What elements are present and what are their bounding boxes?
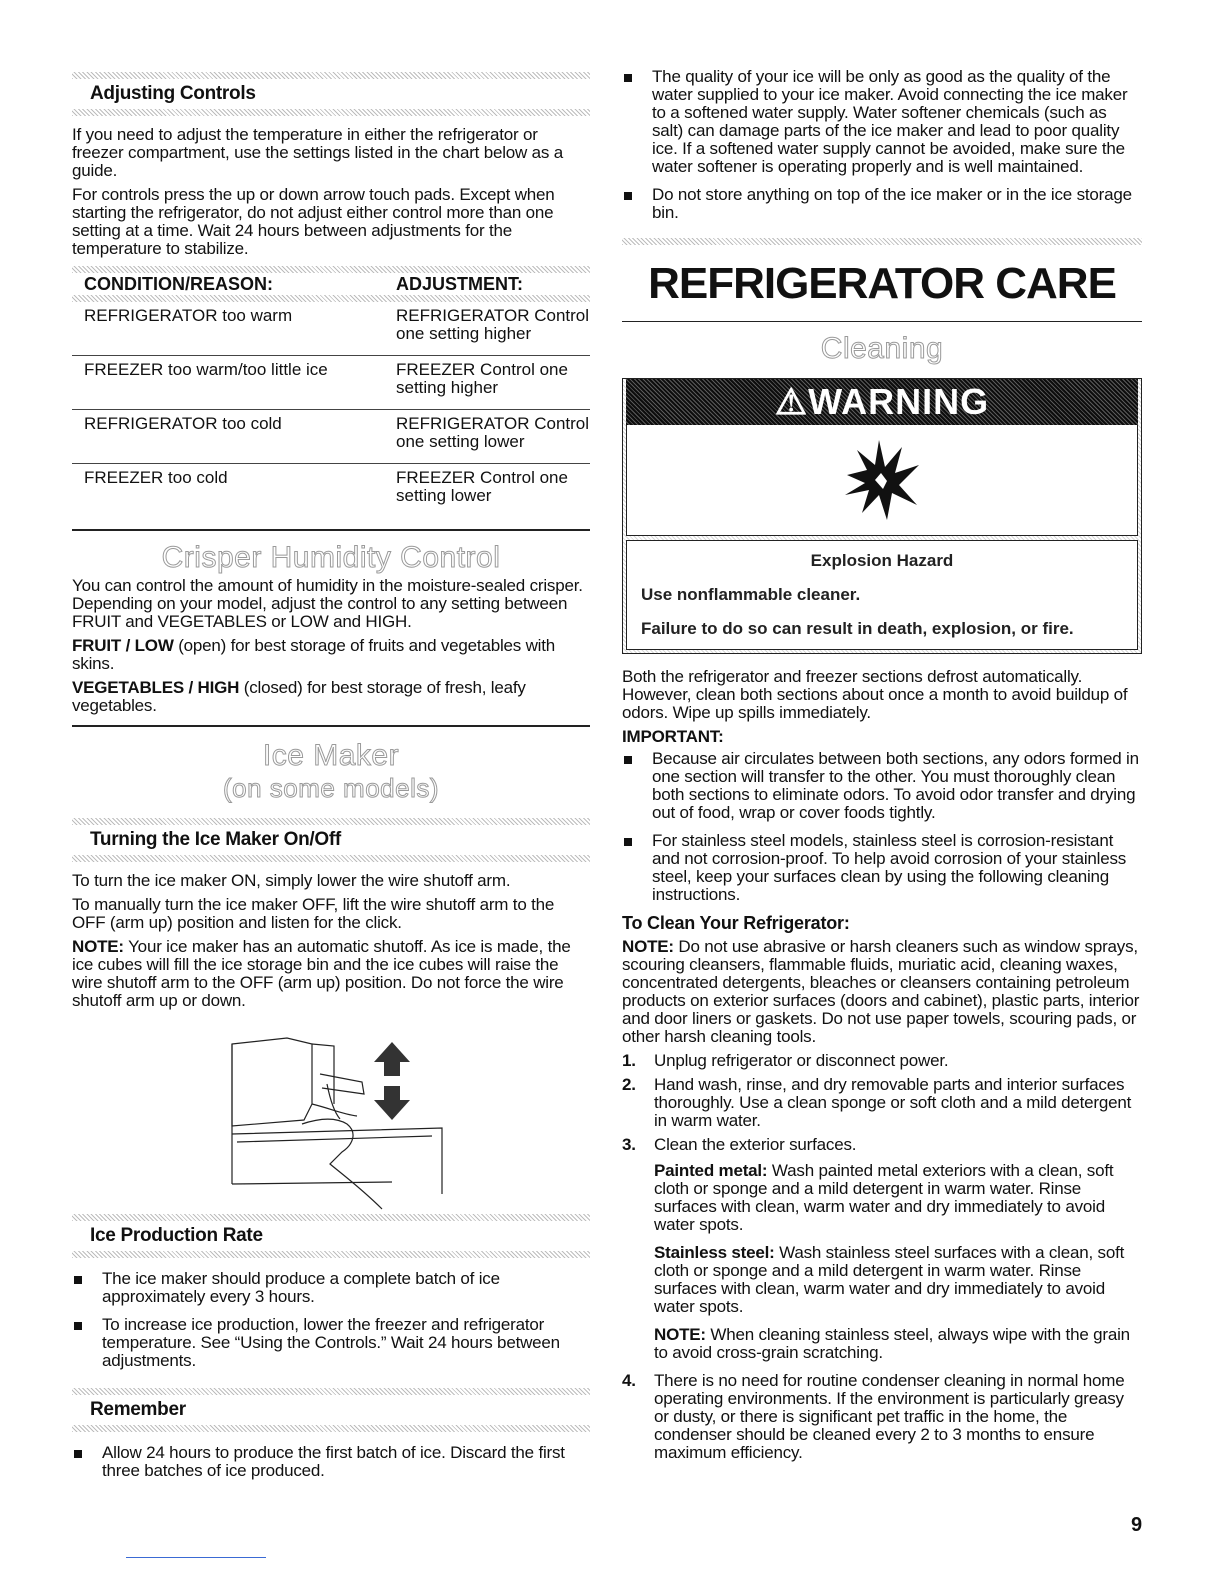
table-row (72, 464, 590, 518)
table-cell: FREEZER too warm/too little ice (72, 356, 384, 410)
paragraph: NOTE: Your ice maker has an automatic shutoff. As ice is made, the ice cubes will fill the ice storage bin and the ice cubes will raise the wire shutoff arm to the OFF (arm up) position. Do not force the wire shutoff arm up or down. (72, 937, 571, 1010)
section-subtitle: (on some models) (222, 773, 440, 803)
divider (72, 1425, 590, 1432)
list-item: To increase ice production, lower the freezer and refrigerator temperature. See “Using the Controls.” Wait 24 hours between adjustments. (72, 1316, 590, 1370)
table-header-row (72, 273, 590, 295)
divider (72, 1251, 590, 1258)
bullet-list (72, 1270, 590, 1370)
bullet-list (72, 1444, 590, 1480)
divider (72, 1214, 590, 1221)
section-rule (72, 529, 590, 531)
page-title: REFRIGERATOR CARE (648, 259, 1116, 308)
paragraph: NOTE: Do not use abrasive or harsh cleaners such as window sprays, scouring cleansers, flammable fluids, muriatic acid, cleaning waxes, concentrated detergents, bleaches or cleansers containing petroleum products on exterior surfaces (doors and cabinet), plastic parts, interior and door liners or gaskets. Do not use paper towels, scouring pads, or other harsh cleaning tools. (622, 937, 1140, 1046)
warning-line: Use nonflammable cleaner. (641, 585, 861, 604)
list-item: For stainless steel models, stainless steel is corrosion-resistant and not corrosion-proof. To help avoid corrosion of your stainless steel, keep your surfaces clean by using the following cleaning instructions. (622, 832, 1142, 904)
table-row (72, 356, 590, 410)
list-item: 2. Hand wash, rinse, and dry removable parts and interior surfaces thoroughly. Use a clean sponge or soft cloth and a mild detergent in warm water. (622, 1075, 1132, 1130)
page-number: 9 (1131, 1514, 1143, 1536)
section-heading: To Clean Your Refrigerator: (622, 913, 850, 933)
paragraph: FRUIT / LOW (open) for best storage of fruits and vegetables with skins. (72, 636, 556, 673)
divider (72, 266, 590, 273)
table-row (72, 410, 590, 464)
paragraph: Both the refrigerator and freezer sections defrost automatically. However, clean both sections about once a month to avoid buildup of odors. Wipe up spills immediately. (622, 667, 1128, 722)
divider (72, 1388, 590, 1395)
warning-line: Failure to do so can result in death, explosion, or fire. (641, 619, 1074, 638)
section-heading: Remember (90, 1399, 186, 1420)
table-header: CONDITION/REASON: (84, 274, 273, 294)
warning-triangle-icon: ⚠ (774, 381, 809, 422)
list-item: 3. Clean the exterior surfaces. Painted metal: Wash painted metal exteriors with a clean, soft cloth or sponge and a mild detergent in warm water. Rinse surfaces with clean, warm water and dry immediately to avoid water spots. Stainless steel: Wash stainless steel surfaces with a clean, soft cloth or sponge and a mild detergent in warm water. Rinse surfaces with clean, warm water and dry immediately to avoid water spots. NOTE: When cleaning stainless steel, always wipe with the grain to avoid cross-grain scratching. (622, 1136, 1142, 1362)
table-header: ADJUSTMENT: (396, 274, 524, 294)
explosion-icon (626, 425, 1138, 536)
adjustment-table (72, 273, 590, 517)
paragraph: For controls press the up or down arrow touch pads. Except when starting the refrigerator, do not adjust either control more than one setting at a time. Wait 24 hours between adjustments for the temperature to stabilize. (72, 185, 555, 258)
numbered-list (622, 1052, 1142, 1462)
divider (72, 72, 590, 79)
list-item: The quality of your ice will be only as good as the quality of the water supplied to your ice maker. Avoid connecting the ice maker to a softened water supply. Water softener chemicals (such as salt) can damage parts of the ice maker and lead to poor quality ice. If a softened water supply cannot be avoided, make sure the water softener is operating properly and is well maintained. (622, 68, 1142, 176)
paragraph: Painted metal: Wash painted metal exteriors with a clean, soft cloth or sponge and a mild detergent in warm water. Rinse surfaces with clean, warm water and dry immediately to avoid water spots. (654, 1161, 1114, 1234)
paragraph: To turn the ice maker ON, simply lower the wire shutoff arm. (72, 871, 511, 890)
list-item: The ice maker should produce a complete batch of ice approximately every 3 hours. (72, 1270, 590, 1306)
list-item: 1. Unplug refrigerator or disconnect power. (622, 1051, 949, 1070)
table-cell: REFRIGERATOR too cold (72, 410, 384, 464)
list-item: 4. There is no need for routine condenser cleaning in normal home operating environments. If the environment is particularly greasy or dusty, or there is significant pet traffic in the home, the condenser should be cleaned every 2 to 3 months to ensure maximum efficiency. (622, 1371, 1125, 1462)
up-down-arrow-icon (374, 1042, 410, 1120)
section-title: Crisper Humidity Control (161, 541, 501, 574)
divider (72, 818, 590, 825)
section-rule (622, 321, 1142, 322)
table-row (72, 302, 590, 356)
section-heading: Adjusting Controls (90, 83, 256, 104)
table-cell: REFRIGERATOR too warm (72, 302, 384, 356)
divider (72, 109, 590, 116)
list-item: Allow 24 hours to produce the first batch of ice. Discard the first three batches of ice produced. (72, 1444, 590, 1480)
table-cell: FREEZER Control one setting higher (384, 356, 590, 410)
right-column (622, 0, 1142, 1468)
bullet-list (622, 750, 1142, 904)
paragraph: VEGETABLES / HIGH (closed) for best storage of fresh, leafy vegetables. (72, 678, 526, 715)
warning-label: WARNING (808, 381, 990, 422)
list-item: Do not store anything on top of the ice maker or in the ice storage bin. (622, 186, 1142, 222)
table-cell: FREEZER Control one setting lower (396, 468, 568, 505)
paragraph: Stainless steel: Wash stainless steel surfaces with a clean, soft cloth or sponge and a mild detergent in warm water. Rinse surfaces with clean, warm water and dry immediately to avoid water spots. (654, 1243, 1125, 1316)
footer-line (126, 1557, 266, 1558)
section-title: Ice Maker (262, 739, 400, 772)
bullet-list (622, 68, 1142, 222)
divider (622, 238, 1142, 245)
important-label: IMPORTANT: (622, 727, 724, 746)
list-item: Because air circulates between both sections, any odors formed in one section will transfer to the other. You must thoroughly clean both sections to eliminate odors. To avoid odor transfer and drying out of food, wrap or cover foods tightly. (622, 750, 1142, 822)
section-heading: Turning the Ice Maker On/Off (90, 829, 341, 850)
ice-maker-diagram (72, 1024, 590, 1214)
section-rule (72, 725, 590, 727)
paragraph: If you need to adjust the temperature in either the refrigerator or freezer compartment, use the settings listed in the chart below as a guide. (72, 125, 563, 180)
table-cell: FREEZER too cold (84, 468, 228, 487)
table-cell: REFRIGERATOR Control one setting lower (384, 410, 590, 464)
paragraph: NOTE: When cleaning stainless steel, always wipe with the grain to avoid cross-grain scratching. (654, 1325, 1130, 1362)
warning-box (622, 378, 1142, 654)
section-heading: Ice Production Rate (90, 1225, 263, 1246)
divider (72, 855, 590, 862)
warning-text (626, 540, 1138, 650)
paragraph: You can control the amount of humidity in the moisture-sealed crisper. Depending on your model, adjust the control to any setting between FRUIT and VEGETABLES or LOW and HIGH. (72, 576, 583, 631)
table-cell: REFRIGERATOR Control one setting higher (384, 302, 590, 356)
ice-maker-illustration (72, 1024, 590, 1214)
paragraph: To manually turn the ice maker OFF, lift the wire shutoff arm to the OFF (arm up) position and listen for the click. (72, 895, 555, 932)
section-title: Cleaning (820, 332, 944, 365)
warning-header (626, 379, 1138, 425)
left-column (72, 0, 590, 1490)
hazard-title: Explosion Hazard (810, 551, 954, 570)
